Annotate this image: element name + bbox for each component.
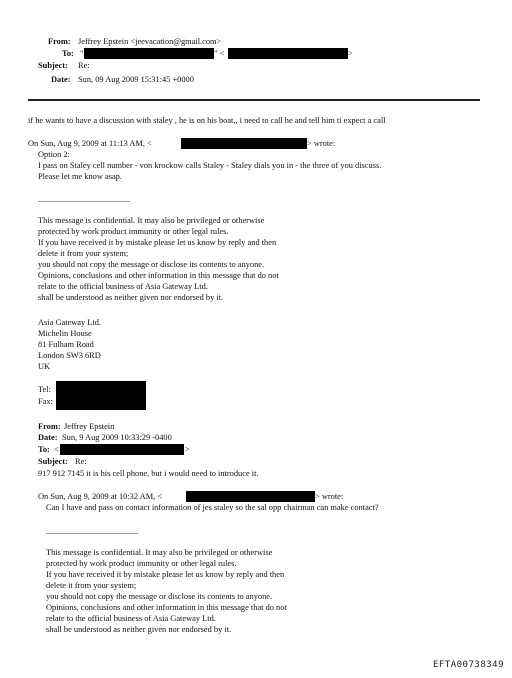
address-line: 81 Fulham Road bbox=[38, 340, 94, 349]
to-quote-separator: " < bbox=[214, 49, 225, 58]
redaction-box bbox=[186, 491, 315, 502]
disclaimer-line: relate to the official business of Asia Gateway Ltd. bbox=[38, 282, 208, 291]
disclaimer-line: protected by work product immunity or other legal rules. bbox=[46, 559, 237, 568]
disclaimer-line: delete it from your system; bbox=[46, 581, 137, 590]
separator-line: ______________________ bbox=[46, 526, 139, 535]
tel-label: Tel: bbox=[38, 385, 51, 394]
inner-to-open: < bbox=[54, 445, 59, 454]
header-divider bbox=[28, 99, 480, 101]
option-line-2: Please let me know asap. bbox=[38, 172, 122, 181]
disclaimer-line: If you have received it by mistake please let us know by reply and then bbox=[38, 238, 277, 247]
fax-label: Fax: bbox=[38, 397, 53, 406]
disclaimer-line: delete it from your system; bbox=[38, 249, 129, 258]
option-title: Option 2: bbox=[38, 150, 70, 159]
to-label: To: bbox=[62, 49, 74, 58]
address-line: Michelin House bbox=[38, 329, 92, 338]
inner-to-close: > bbox=[185, 445, 190, 454]
date-label: Date: bbox=[51, 75, 71, 84]
redaction-box bbox=[84, 48, 214, 59]
from-value: Jeffrey Epstein <jeevacation@gmail.com> bbox=[78, 37, 222, 46]
option-line-1: I pass on Staley cell number - von krockow calls Staley - Staley dials you in - the three of you discuss. bbox=[38, 161, 382, 170]
address-line: UK bbox=[38, 362, 51, 371]
disclaimer-line: shall be understood as neither given nor endorsed by it. bbox=[46, 625, 232, 634]
disclaimer-line: protected by work product immunity or other legal rules. bbox=[38, 227, 229, 236]
subject-label: Subject: bbox=[38, 61, 68, 70]
inner-message: 917 912 7145 it is his cell phone, but i would need to introduce it. bbox=[38, 469, 259, 478]
disclaimer-line: If you have received it by mistake please let us know by reply and then bbox=[46, 570, 285, 579]
subject-value: Re: bbox=[78, 61, 90, 70]
disclaimer-line: Opinions, conclusions and other information in this message that do not bbox=[46, 603, 287, 612]
to-close: > bbox=[348, 49, 353, 58]
disclaimer-line: relate to the official business of Asia Gateway Ltd. bbox=[46, 614, 216, 623]
to-open-quote: " bbox=[80, 49, 84, 58]
disclaimer-line: Opinions, conclusions and other information in this message that do not bbox=[38, 271, 279, 280]
quote1-attribution-prefix: On Sun, Aug 9, 2009 at 11:13 AM, < bbox=[28, 139, 152, 148]
quote2-text: Can I have and pass on contact information of jes staley so the sal opp chairman can make contact? bbox=[46, 503, 379, 512]
redaction-box bbox=[228, 48, 348, 59]
separator-line: ______________________ bbox=[38, 194, 131, 203]
address-line: Asia Gateway Ltd. bbox=[38, 318, 102, 327]
bates-number: EFTA00738349 bbox=[432, 660, 504, 670]
inner-subject-value: Re: bbox=[75, 457, 87, 466]
inner-to-label: To: bbox=[38, 445, 50, 454]
from-label: From: bbox=[48, 37, 71, 46]
quote2-attribution-prefix: On Sun, Aug 9, 2009 at 10:32 AM, < bbox=[38, 492, 163, 501]
inner-subject-label: Subject: bbox=[38, 457, 68, 466]
disclaimer-line: you should not copy the message or disclose its contents to anyone. bbox=[46, 592, 273, 601]
quote1-attribution-suffix: > wrote: bbox=[307, 139, 336, 148]
redaction-box bbox=[181, 138, 307, 149]
disclaimer-line: you should not copy the message or disclose its contents to anyone. bbox=[38, 260, 265, 269]
address-line: London SW3 6RD bbox=[38, 351, 101, 360]
disclaimer-line: This message is confidential. It may also be privileged or otherwise bbox=[46, 548, 273, 557]
inner-date-label: Date: bbox=[38, 433, 58, 442]
disclaimer-line: This message is confidential. It may also be privileged or otherwise bbox=[38, 216, 265, 225]
date-value: Sun, 09 Aug 2009 15:31:45 +0000 bbox=[78, 75, 194, 84]
redaction-box bbox=[56, 381, 146, 410]
inner-from-label: From: bbox=[38, 422, 61, 431]
redaction-box bbox=[60, 444, 184, 455]
inner-from-value: Jeffrey Epstein bbox=[64, 422, 115, 431]
quote2-attribution-suffix: > wrote: bbox=[315, 492, 344, 501]
disclaimer-line: shall be understood as neither given nor endorsed by it. bbox=[38, 293, 224, 302]
inner-date-value: Sun, 9 Aug 2009 10:33:29 -0400 bbox=[62, 433, 172, 442]
top-message: if he wants to have a discussion with staley , he is on his boat,, i need to call he and tell him ti expect a call bbox=[28, 116, 386, 125]
